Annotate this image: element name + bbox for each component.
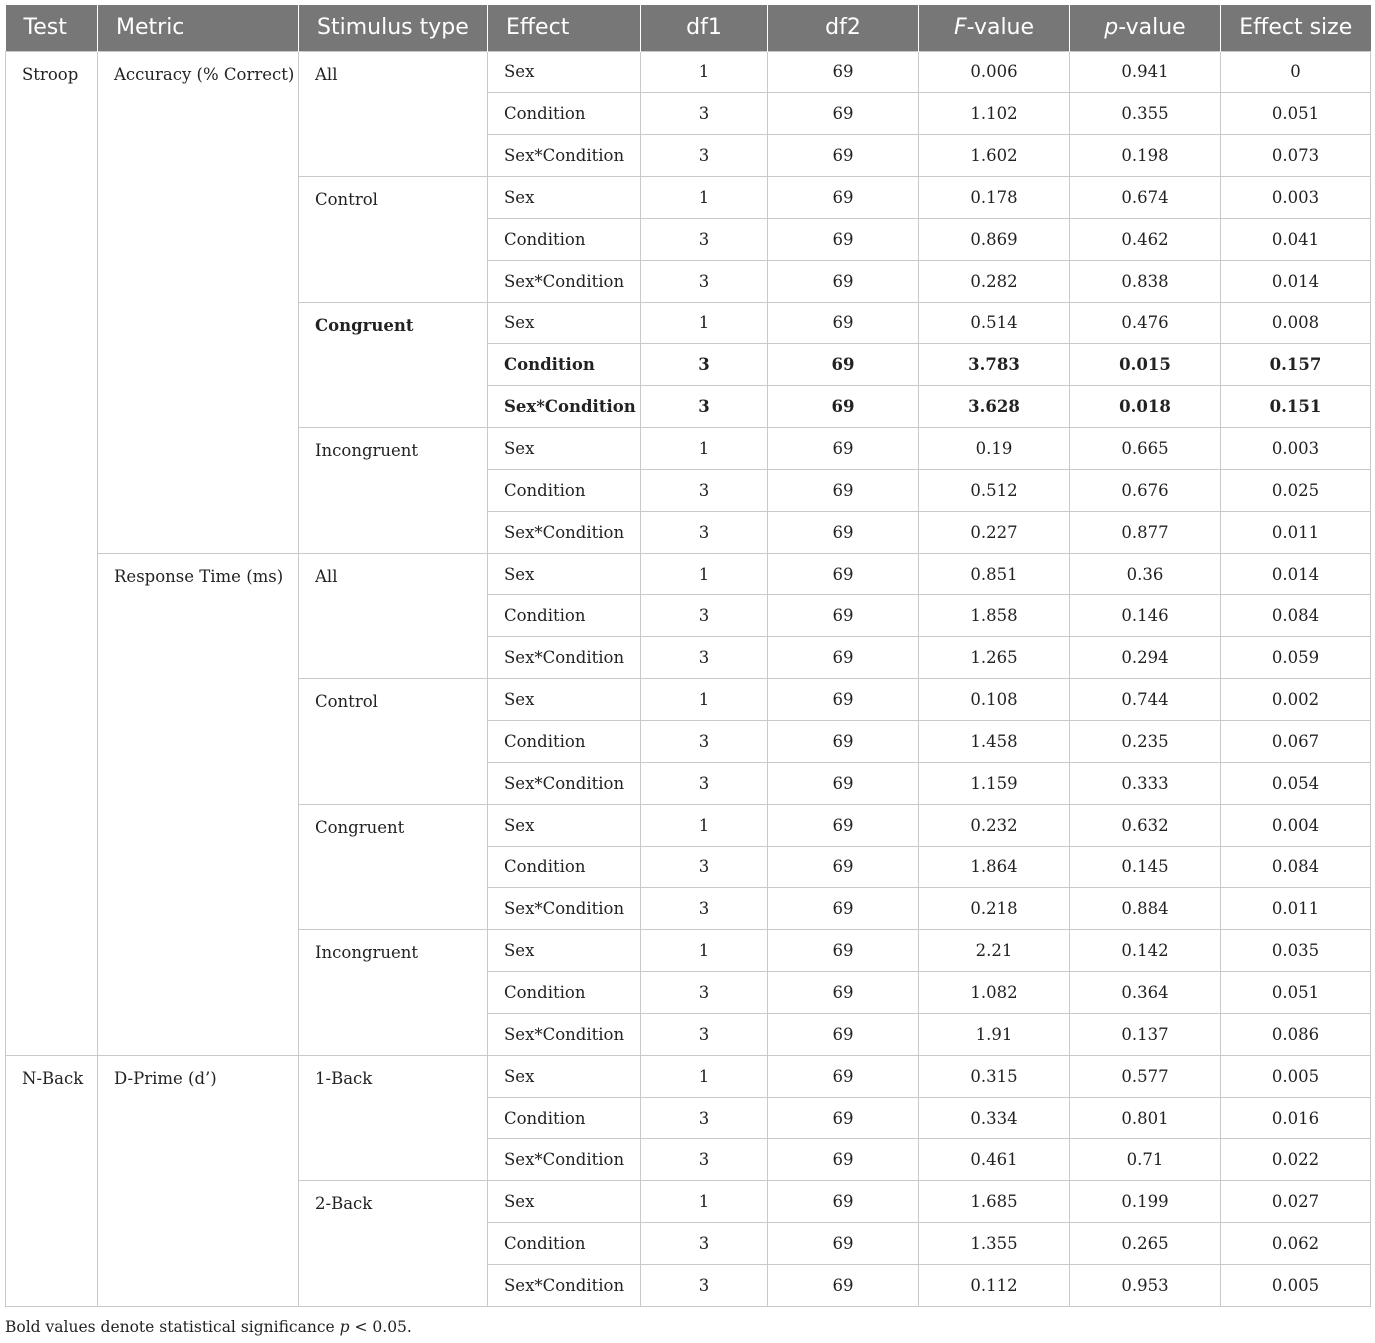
cell-df2: 69 [768,553,919,595]
header-test: Test [6,5,98,51]
cell-stimulus-type: 1-Back [299,1055,488,1181]
cell-df1: 3 [641,762,768,804]
cell-p-value: 0.462 [1070,218,1221,260]
cell-stimulus-type: 2-Back [299,1181,488,1307]
cell-df1: 3 [641,1097,768,1139]
cell-df1: 1 [641,177,768,219]
header-p-symbol: p [1104,15,1119,41]
cell-p-value: 0.665 [1070,428,1221,470]
cell-df2: 69 [768,218,919,260]
cell-test: N-Back [6,1055,98,1306]
cell-f-value: 1.159 [919,762,1070,804]
cell-df1: 3 [641,1013,768,1055]
cell-p-value: 0.018 [1070,386,1221,428]
cell-effect-size: 0.005 [1221,1055,1371,1097]
cell-f-value: 1.858 [919,595,1070,637]
cell-stimulus-type: Control [299,177,488,303]
cell-df1: 3 [641,344,768,386]
cell-effect-size: 0.025 [1221,469,1371,511]
header-p-suffix: -value [1118,15,1186,41]
cell-effect-size: 0.062 [1221,1223,1371,1265]
cell-effect-size: 0.035 [1221,930,1371,972]
cell-effect-size: 0.084 [1221,595,1371,637]
cell-f-value: 0.334 [919,1097,1070,1139]
cell-df1: 3 [641,218,768,260]
table-row [6,51,1371,93]
cell-effect-size: 0.157 [1221,344,1371,386]
cell-p-value: 0.199 [1070,1181,1221,1223]
cell-df2: 69 [768,1139,919,1181]
cell-p-value: 0.674 [1070,177,1221,219]
header-row [6,5,1371,51]
cell-stimulus-type: All [299,51,488,177]
cell-f-value: 1.355 [919,1223,1070,1265]
cell-effect-size: 0.011 [1221,888,1371,930]
cell-p-value: 0.676 [1070,469,1221,511]
cell-df1: 1 [641,804,768,846]
cell-effect-size: 0.008 [1221,302,1371,344]
cell-df1: 1 [641,302,768,344]
cell-p-value: 0.838 [1070,260,1221,302]
table-footnote [5,1318,412,1336]
cell-p-value: 0.364 [1070,972,1221,1014]
cell-effect-size: 0.067 [1221,721,1371,763]
cell-p-value: 0.36 [1070,553,1221,595]
cell-effect-size: 0.014 [1221,260,1371,302]
cell-effect: Sex*Condition [488,888,641,930]
footnote-text: Bold values denote statistical significance [5,1318,340,1336]
cell-df2: 69 [768,1264,919,1306]
cell-effect-size: 0.003 [1221,428,1371,470]
cell-f-value: 0.282 [919,260,1070,302]
cell-df1: 3 [641,511,768,553]
cell-f-value: 1.602 [919,135,1070,177]
header-effect-size: Effect size [1221,5,1371,51]
cell-effect: Sex*Condition [488,637,641,679]
cell-f-value: 3.783 [919,344,1070,386]
cell-p-value: 0.146 [1070,595,1221,637]
cell-df2: 69 [768,469,919,511]
cell-p-value: 0.577 [1070,1055,1221,1097]
cell-effect: Sex*Condition [488,1013,641,1055]
cell-p-value: 0.884 [1070,888,1221,930]
cell-df2: 69 [768,1181,919,1223]
cell-p-value: 0.953 [1070,1264,1221,1306]
cell-effect: Condition [488,846,641,888]
cell-effect-size: 0.016 [1221,1097,1371,1139]
cell-df2: 69 [768,846,919,888]
header-f-symbol: F [953,15,967,41]
cell-f-value: 0.218 [919,888,1070,930]
cell-df1: 1 [641,553,768,595]
cell-effect-size: 0.054 [1221,762,1371,804]
cell-f-value: 0.514 [919,302,1070,344]
cell-effect-size: 0.073 [1221,135,1371,177]
cell-df1: 3 [641,1139,768,1181]
cell-p-value: 0.744 [1070,679,1221,721]
cell-df1: 1 [641,930,768,972]
cell-f-value: 0.851 [919,553,1070,595]
cell-effect: Sex*Condition [488,260,641,302]
cell-df2: 69 [768,344,919,386]
cell-p-value: 0.355 [1070,93,1221,135]
cell-df2: 69 [768,1097,919,1139]
cell-df1: 3 [641,386,768,428]
cell-effect-size: 0.051 [1221,972,1371,1014]
header-p-value [1070,5,1221,51]
cell-df2: 69 [768,93,919,135]
cell-effect: Sex [488,679,641,721]
cell-f-value: 3.628 [919,386,1070,428]
cell-df1: 3 [641,888,768,930]
cell-df1: 3 [641,1223,768,1265]
cell-effect: Sex*Condition [488,511,641,553]
cell-effect-size: 0.041 [1221,218,1371,260]
cell-df2: 69 [768,595,919,637]
cell-effect: Condition [488,1097,641,1139]
table-body [6,51,1371,1306]
cell-f-value: 0.112 [919,1264,1070,1306]
cell-f-value: 0.315 [919,1055,1070,1097]
cell-f-value: 2.21 [919,930,1070,972]
footnote-threshold: < 0.05. [349,1318,412,1336]
header-effect: Effect [488,5,641,51]
cell-df2: 69 [768,51,919,93]
cell-df1: 3 [641,972,768,1014]
cell-stimulus-type: Control [299,679,488,805]
cell-effect: Sex [488,553,641,595]
cell-df2: 69 [768,428,919,470]
cell-effect-size: 0.011 [1221,511,1371,553]
cell-effect: Sex [488,1055,641,1097]
cell-effect: Sex*Condition [488,1264,641,1306]
header-stimulus-type: Stimulus type [299,5,488,51]
cell-f-value: 1.102 [919,93,1070,135]
cell-p-value: 0.941 [1070,51,1221,93]
cell-f-value: 1.91 [919,1013,1070,1055]
cell-effect: Condition [488,595,641,637]
cell-effect-size: 0.059 [1221,637,1371,679]
cell-df2: 69 [768,260,919,302]
cell-effect: Condition [488,218,641,260]
cell-metric: Response Time (ms) [98,553,299,1055]
cell-df2: 69 [768,135,919,177]
cell-effect: Sex [488,1181,641,1223]
cell-f-value: 0.232 [919,804,1070,846]
cell-effect-size: 0.004 [1221,804,1371,846]
header-df1: df1 [641,5,768,51]
cell-f-value: 1.082 [919,972,1070,1014]
cell-p-value: 0.265 [1070,1223,1221,1265]
cell-p-value: 0.71 [1070,1139,1221,1181]
cell-effect-size: 0.151 [1221,386,1371,428]
cell-effect: Sex [488,804,641,846]
cell-effect: Condition [488,721,641,763]
cell-f-value: 1.685 [919,1181,1070,1223]
cell-effect: Sex*Condition [488,386,641,428]
cell-effect-size: 0.027 [1221,1181,1371,1223]
cell-effect: Condition [488,972,641,1014]
cell-effect-size: 0.014 [1221,553,1371,595]
cell-effect: Sex [488,51,641,93]
header-f-suffix: -value [966,15,1035,41]
cell-f-value: 0.461 [919,1139,1070,1181]
cell-p-value: 0.877 [1070,511,1221,553]
cell-df2: 69 [768,302,919,344]
cell-effect-size: 0.022 [1221,1139,1371,1181]
cell-p-value: 0.333 [1070,762,1221,804]
cell-effect-size: 0 [1221,51,1371,93]
cell-df2: 69 [768,386,919,428]
cell-effect-size: 0.051 [1221,93,1371,135]
cell-effect-size: 0.003 [1221,177,1371,219]
cell-df2: 69 [768,762,919,804]
cell-effect: Condition [488,93,641,135]
cell-df1: 1 [641,51,768,93]
cell-f-value: 0.869 [919,218,1070,260]
cell-df1: 3 [641,846,768,888]
footnote-p-symbol: p [339,1318,350,1336]
cell-p-value: 0.235 [1070,721,1221,763]
cell-stimulus-type: Congruent [299,804,488,930]
cell-df2: 69 [768,888,919,930]
cell-effect: Sex [488,177,641,219]
cell-df2: 69 [768,1013,919,1055]
cell-df1: 1 [641,1055,768,1097]
cell-p-value: 0.142 [1070,930,1221,972]
cell-f-value: 0.178 [919,177,1070,219]
cell-p-value: 0.632 [1070,804,1221,846]
cell-df1: 1 [641,428,768,470]
cell-df2: 69 [768,177,919,219]
cell-stimulus-type: Congruent [299,302,488,428]
cell-df2: 69 [768,721,919,763]
cell-f-value: 0.227 [919,511,1070,553]
cell-f-value: 0.108 [919,679,1070,721]
cell-effect: Condition [488,1223,641,1265]
cell-p-value: 0.801 [1070,1097,1221,1139]
cell-df1: 3 [641,721,768,763]
cell-p-value: 0.476 [1070,302,1221,344]
cell-effect: Condition [488,469,641,511]
cell-stimulus-type: All [299,553,488,679]
cell-test: Stroop [6,51,98,1055]
cell-f-value: 0.512 [919,469,1070,511]
cell-p-value: 0.137 [1070,1013,1221,1055]
cell-df1: 3 [641,1264,768,1306]
header-metric: Metric [98,5,299,51]
cell-effect: Sex [488,302,641,344]
cell-p-value: 0.198 [1070,135,1221,177]
cell-effect-size: 0.086 [1221,1013,1371,1055]
cell-df1: 1 [641,1181,768,1223]
cell-f-value: 1.864 [919,846,1070,888]
cell-metric: Accuracy (% Correct) [98,51,299,553]
table-row [6,1055,1371,1097]
cell-stimulus-type: Incongruent [299,930,488,1056]
header-f-value [919,5,1070,51]
cell-p-value: 0.145 [1070,846,1221,888]
cell-df2: 69 [768,1055,919,1097]
cell-effect: Condition [488,344,641,386]
cell-f-value: 1.458 [919,721,1070,763]
cell-df2: 69 [768,804,919,846]
cell-metric: D-Prime (d’) [98,1055,299,1306]
cell-effect: Sex [488,428,641,470]
cell-effect: Sex*Condition [488,1139,641,1181]
cell-p-value: 0.015 [1070,344,1221,386]
cell-f-value: 1.265 [919,637,1070,679]
cell-df2: 69 [768,972,919,1014]
cell-effect-size: 0.005 [1221,1264,1371,1306]
cell-effect: Sex [488,930,641,972]
cell-df2: 69 [768,679,919,721]
anova-results-table [5,5,1371,1307]
cell-f-value: 0.19 [919,428,1070,470]
cell-f-value: 0.006 [919,51,1070,93]
cell-df2: 69 [768,511,919,553]
cell-df1: 3 [641,135,768,177]
cell-p-value: 0.294 [1070,637,1221,679]
header-df2: df2 [768,5,919,51]
cell-df1: 1 [641,679,768,721]
cell-stimulus-type: Incongruent [299,428,488,554]
cell-effect-size: 0.002 [1221,679,1371,721]
cell-df2: 69 [768,930,919,972]
cell-effect: Sex*Condition [488,762,641,804]
table-row [6,553,1371,595]
cell-df2: 69 [768,637,919,679]
cell-df1: 3 [641,595,768,637]
cell-effect-size: 0.084 [1221,846,1371,888]
cell-df2: 69 [768,1223,919,1265]
cell-df1: 3 [641,469,768,511]
cell-effect: Sex*Condition [488,135,641,177]
cell-df1: 3 [641,260,768,302]
cell-df1: 3 [641,93,768,135]
cell-df1: 3 [641,637,768,679]
